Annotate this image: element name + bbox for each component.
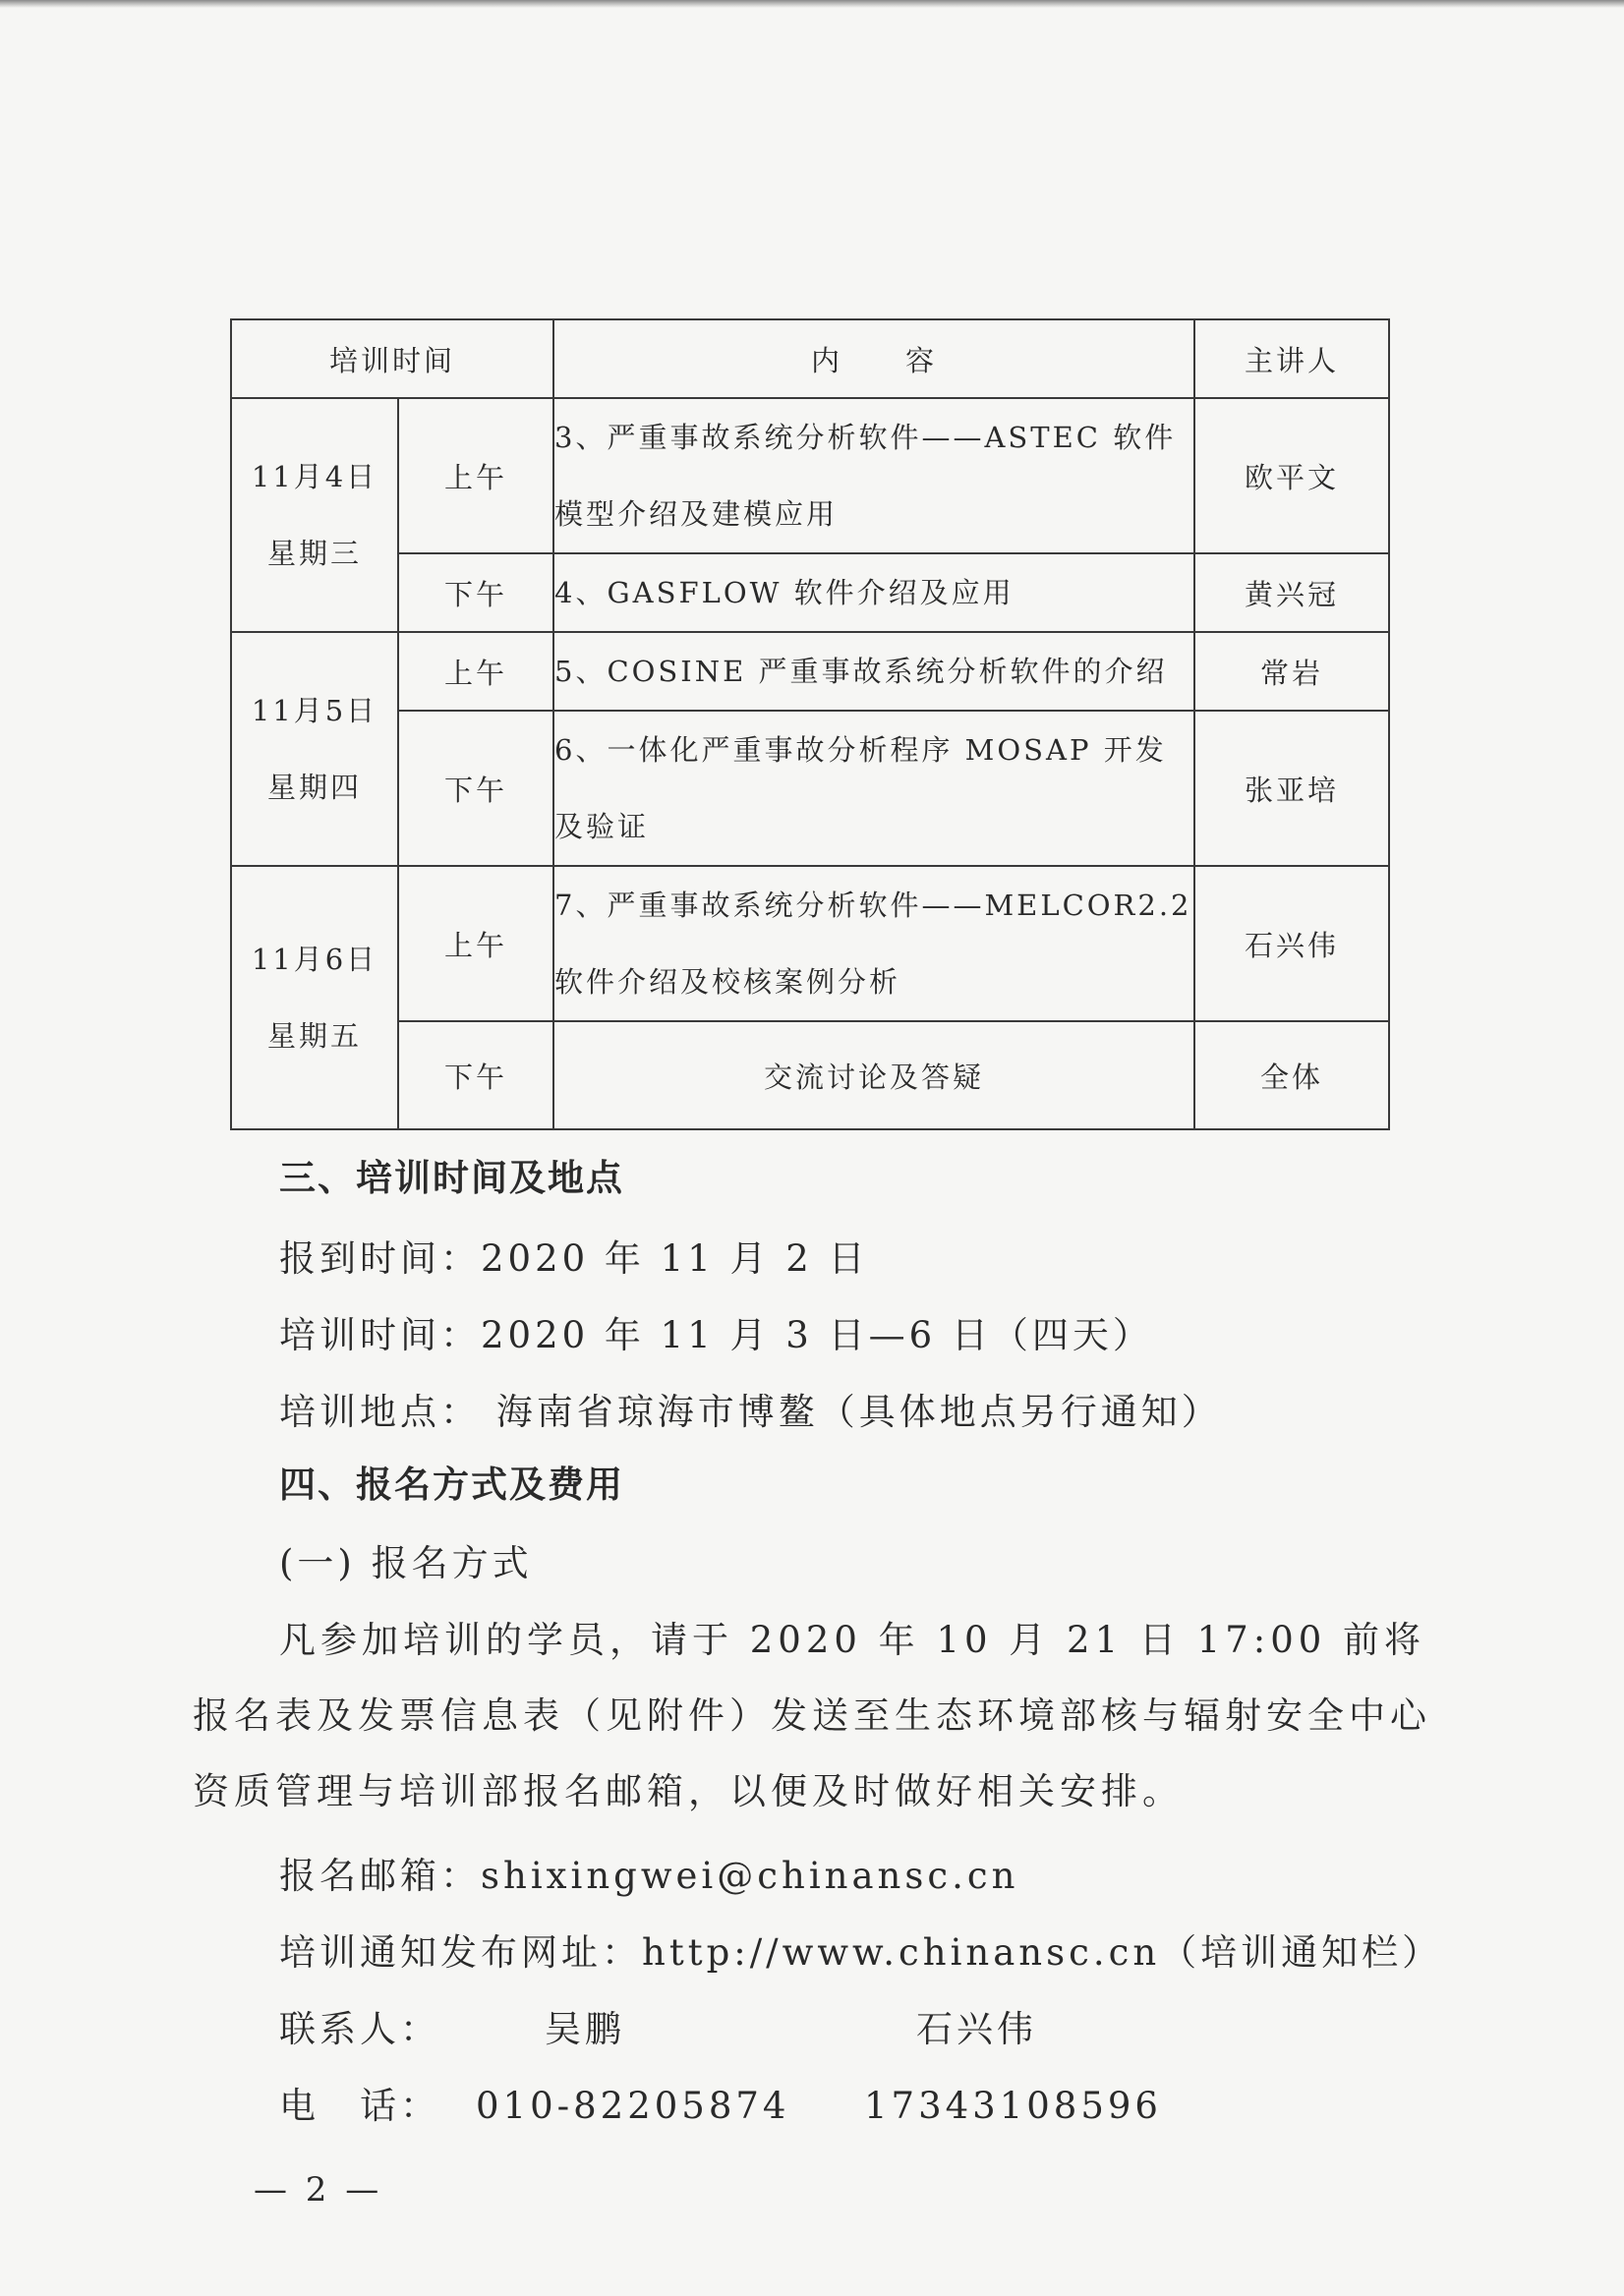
table-header-row	[231, 319, 1389, 398]
speaker-cell: 石兴伟	[1194, 866, 1389, 1021]
contact-label: 联系人：	[279, 2008, 440, 2050]
period-cell: 上午	[398, 632, 553, 711]
content-line: 6、一体化严重事故分析程序 MOSAP 开发	[554, 733, 1167, 767]
contact-person-2: 石兴伟	[916, 2008, 1037, 2050]
content-cell	[553, 398, 1194, 553]
page-number: — 2 —	[254, 2170, 383, 2210]
section-heading-registration: 四、报名方式及费用	[279, 1464, 624, 1506]
day-weekday: 星期四	[266, 771, 362, 804]
period-cell: 下午	[398, 553, 553, 632]
content-line: 模型介绍及建模应用	[554, 497, 839, 531]
content-cell	[553, 866, 1194, 1021]
content-line: 7、严重事故系统分析软件——MELCOR2.2	[554, 889, 1192, 922]
day-weekday: 星期三	[266, 537, 362, 570]
training-time: 培训时间：2020 年 11 月 3 日—6 日（四天）	[279, 1314, 1153, 1356]
header-content: 内 容	[553, 319, 1194, 398]
period-cell: 上午	[398, 866, 553, 1021]
contact-person-1: 吴鹏	[545, 2008, 625, 2050]
content-line: 3、严重事故系统分析软件——ASTEC 软件	[554, 421, 1177, 454]
day-weekday: 星期五	[266, 1019, 362, 1053]
table-row	[231, 553, 1389, 632]
content-line: 4、GASFLOW 软件介绍及应用	[554, 576, 1015, 609]
subheading-registration-method: (一) 报名方式	[279, 1542, 533, 1584]
day-date: 11月4日	[251, 460, 378, 493]
report-time: 报到时间：2020 年 11 月 2 日	[279, 1237, 869, 1280]
speaker-cell: 常岩	[1194, 632, 1389, 711]
speaker-cell: 黄兴冠	[1194, 553, 1389, 632]
day-cell	[231, 866, 398, 1129]
registration-email: 报名邮箱：shixingwei@chinansc.cn	[279, 1855, 1019, 1897]
table-row	[231, 632, 1389, 711]
header-time: 培训时间	[231, 319, 553, 398]
table-row	[231, 866, 1389, 1021]
phone-line	[279, 2076, 1162, 2129]
speaker-cell: 全体	[1194, 1021, 1389, 1129]
table-row	[231, 398, 1389, 553]
period-cell: 下午	[398, 711, 553, 866]
phone-label: 电 话：	[279, 2085, 440, 2127]
header-speaker: 主讲人	[1194, 319, 1389, 398]
training-place: 培训地点： 海南省琼海市博鳌（具体地点另行通知）	[279, 1391, 1222, 1433]
table-row	[231, 711, 1389, 866]
content-cell	[553, 711, 1194, 866]
scan-edge	[0, 0, 1624, 8]
period-cell: 下午	[398, 1021, 553, 1129]
content-line: 软件介绍及校核案例分析	[554, 965, 901, 999]
training-schedule-table	[230, 318, 1390, 1130]
day-cell	[231, 632, 398, 866]
content-line: 及验证	[554, 810, 650, 843]
phone-number-1: 010-82205874	[476, 2085, 790, 2127]
notice-website: 培训通知发布网址：http://www.chinansc.cn（培训通知栏）	[279, 1931, 1443, 1974]
contact-line	[279, 1999, 1037, 2052]
table-row	[231, 1021, 1389, 1129]
period-cell: 上午	[398, 398, 553, 553]
registration-paragraph: 凡参加培训的学员，请于 2020 年 10 月 21 日 17:00 前将报名表及发票信息表（见附件）发送至生态环境部核与辐射安全中心资质管理与培训部报名邮箱，以便及时做好相关安排。	[193, 1619, 1431, 1812]
content-line: 5、COSINE 严重事故系统分析软件的介绍	[554, 655, 1168, 688]
day-date: 11月6日	[251, 943, 378, 976]
content-cell	[553, 632, 1194, 711]
content-cell: 交流讨论及答疑	[553, 1021, 1194, 1129]
content-cell	[553, 553, 1194, 632]
section-heading-training-time-place: 三、培训时间及地点	[279, 1157, 624, 1199]
day-cell	[231, 398, 398, 632]
phone-number-2: 17343108596	[864, 2085, 1162, 2127]
speaker-cell: 张亚培	[1194, 711, 1389, 866]
day-date: 11月5日	[251, 694, 378, 727]
speaker-cell: 欧平文	[1194, 398, 1389, 553]
